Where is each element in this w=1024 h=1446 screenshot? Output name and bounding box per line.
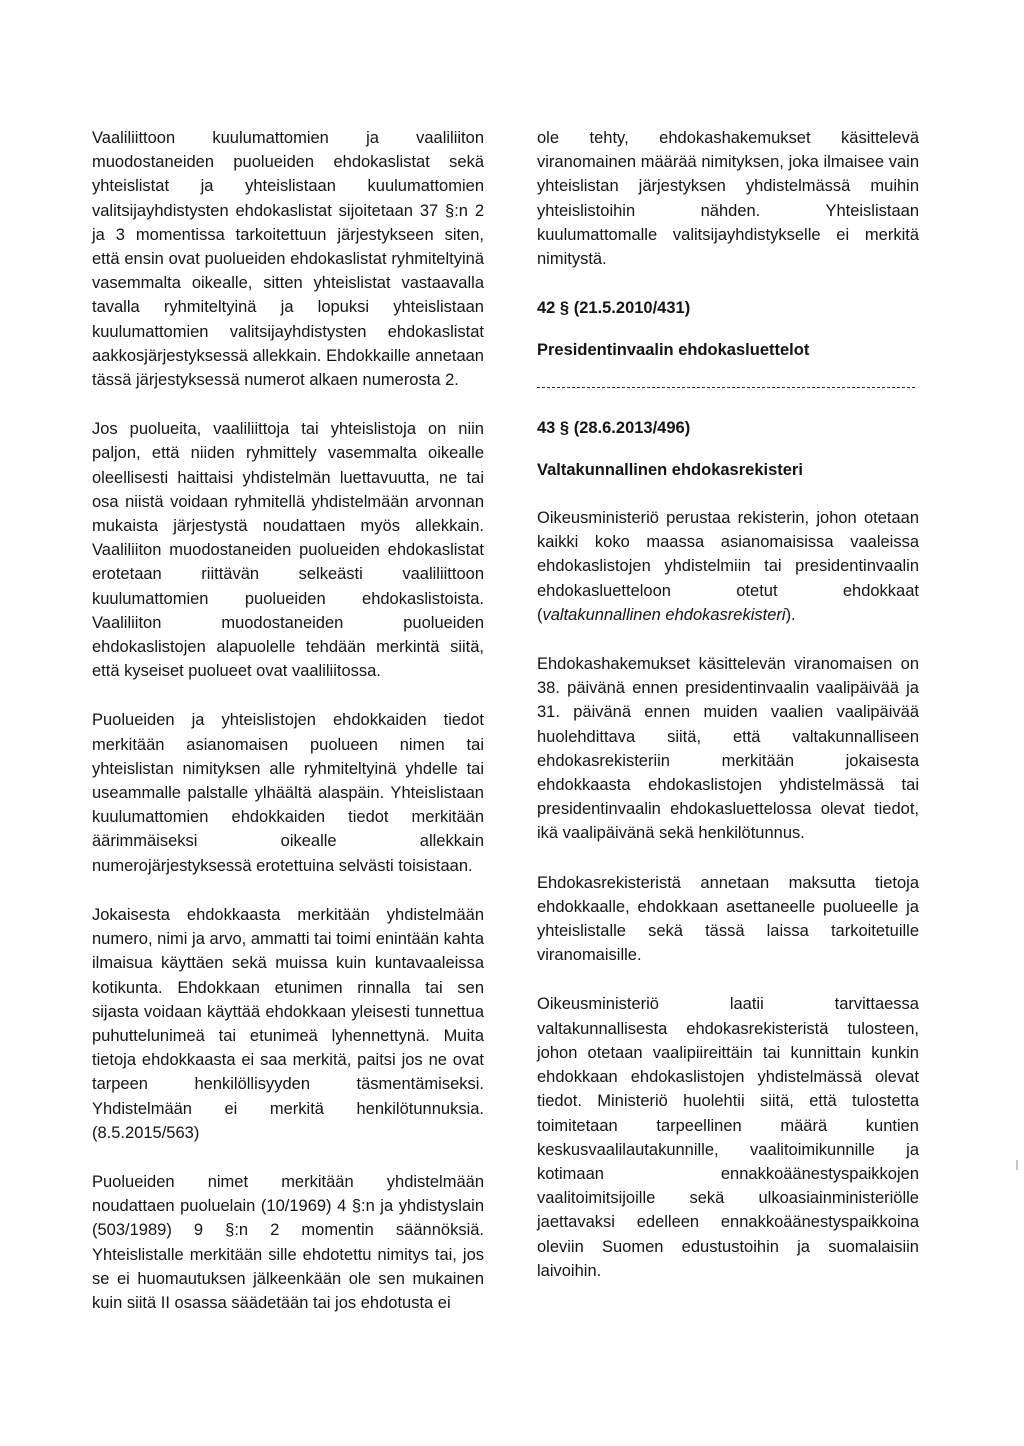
paragraph-candidate-placement: Puolueiden ja yhteislistojen ehdokkaiden tiedot merkitään asianomaisen puolueen nimen tai yhteislistan nimityksen alle ryhmiteltyinä yhdelle tai useammalle palstalle ylhäältä alaspäin. Yhteislistaan kuulumattomien ehdokkaiden tiedot merkitään äärimmäiseksi oikealle allekkain numerojärjestyksessä erotettuina selvästi toisistaan. bbox=[92, 711, 484, 875]
section-43-number: 43 § (28.6.2013/496) bbox=[537, 418, 691, 437]
paragraph-registry-entry: Ehdokashakemukset käsittelevän viranomaisen on 38. päivänä ennen presidentinvaalin vaalipäivää ja 31. päivänä ennen muiden vaalien vaalipäivää huolehdittava siitä, että valtakunnalliseen ehdokasrekisteriin merkitään jokaisesta ehdokkaasta ehdokaslistojen yhdistelmässä tai presidentinvaalin ehdokasluettelossa olevat tiedot, ikä vaalipäivänä sekä henkilötunnus. bbox=[537, 655, 919, 843]
paragraph-grouping: Jos puolueita, vaaliliittoja tai yhteislistoja on niin paljon, että niiden ryhmittely vasemmalta oikealle oleellisesti haittaisi yhdistelmän luettavuutta, ne tai osa niistä voidaan ryhmitellä yhdistelmään arvonnan mukaista järjestystä noudattaen myös allekkain. Vaaliliiton muodostaneiden puolueiden ehdokaslistat erotetaan riittävän selkeästi vaaliliittoon kuulumattomien puolueiden ehdokaslistoista. Vaaliliiton muodostaneiden puolueiden ehdokaslistojen alapuolelle tehdään merkintä siitä, että kyseiset puolueet ovat vaaliliitossa. bbox=[92, 420, 484, 681]
registry-text: Oikeusministeriö perustaa rekisterin, johon otetaan kaikki koko maassa asianomaisissa vaaleissa ehdokaslistojen yhdistelmiin tai presidentinvaalin ehdokasluetteloon otetut ehdokkaat ( bbox=[537, 509, 919, 624]
paragraph-party-names: Puolueiden nimet merkitään yhdistelmään noudattaen puoluelain (10/1969) 4 §:n ja yhdistyslain (503/1989) 9 §:n 2 momentin säännöksiä. Yhteislistalle merkitään sille ehdotettu nimitys tai, jos se ei huomautuksen jälkeenkään ole sen mukainen kuin siitä II osassa säädetään tai jos ehdotusta ei bbox=[92, 1172, 484, 1312]
paragraph-registry-establishment bbox=[537, 506, 919, 627]
section-42-title: Presidentinvaalin ehdokasluettelot bbox=[537, 341, 810, 360]
section-43-title: Valtakunnallinen ehdokasrekisteri bbox=[537, 460, 803, 479]
left-column bbox=[92, 126, 484, 1340]
paragraph-candidate-details: Jokaisesta ehdokkaasta merkitään yhdistelmään numero, nimi ja arvo, ammatti tai toimi enintään kahta ilmaisua käyttäen sekä muissa kuin kuntavaaleissa kotikunta. Ehdokkaan etunimen rinnalla tai sen sijasta voidaan käyttää ehdokkaan yleisesti tunnettua puhuttelunimeä tai etunimeä lyhennettynä. Muita tietoja ehdokkaasta ei saa merkitä, paitsi jos ne ovat tarpeen henkilöllisyyden täsmentämiseksi. Yhdistelmään ei merkitä henkilötunnuksia. (8.5.2015/563) bbox=[92, 905, 484, 1142]
scan-edge-mark bbox=[1016, 1160, 1018, 1170]
paragraph-ballot-order: Vaaliliittoon kuulumattomien ja vaaliliiton muodostaneiden puolueiden ehdokaslistat sekä yhteislistat ja yhteislistaan kuulumattomien valitsijayhdistysten ehdokaslistat sijoitetaan 37 §:n 2 ja 3 momentissa tarkoitettuun järjestykseen siten, että ensin ovat puolueiden ehdokaslistat ryhmiteltyinä vasemmalta oikealle, sitten yhteislistat vastaavalla tavalla ryhmiteltyinä ja lopuksi yhteislistaan kuulumattomien valitsijayhdistysten ehdokaslistat aakkosjärjestyksessä allekkain. Ehdokkaille annetaan tässä järjestyksessä numerot alkaen numerosta 2. bbox=[92, 129, 484, 390]
paragraph-registry-information: Ehdokasrekisteristä annetaan maksutta tietoja ehdokkaalle, ehdokkaan asettaneelle puolueelle ja yhteislistalle sekä tässä laissa tarkoitetuille viranomaisille. bbox=[537, 873, 919, 965]
paragraph-registry-printout: Oikeusministeriö laatii tarvittaessa valtakunnallisesta ehdokasrekisteristä tulosteen, johon otetaan vaalipiireittäin tai kunnittain kunkin ehdokkaan ehdokaslistojen yhdistelmässä olevat tiedot. Ministeriö huolehtii siitä, että tulostetta toimitetaan tarpeellinen määrä kuntien keskusvaalilautakunnille, vaalitoimikunnille ja kotimaan ennakkoäänestyspaikkojen vaalitoimitsijoille sekä ulkoasiainministeriölle jaettavaksi edelleen ennakkoäänestyspaikkoina oleviin Suomen edustustoihin ja suomalaisiin laivoihin. bbox=[537, 995, 919, 1280]
right-column bbox=[537, 126, 919, 1308]
registry-text-end: ). bbox=[785, 605, 796, 624]
registry-term: valtakunnallinen ehdokasrekisteri bbox=[542, 605, 786, 624]
paragraph-continuation: ole tehty, ehdokashakemukset käsittelevä viranomainen määrää nimityksen, joka ilmaisee vain yhteislistan järjestyksen yhdistelmässä muihin yhteislistoihin nähden. Yhteislistaan kuulumattomalle valitsijayhdistykselle ei merkitä nimitystä. bbox=[537, 129, 919, 269]
section-42-number: 42 § (21.5.2010/431) bbox=[537, 299, 691, 318]
section-divider bbox=[537, 387, 915, 388]
